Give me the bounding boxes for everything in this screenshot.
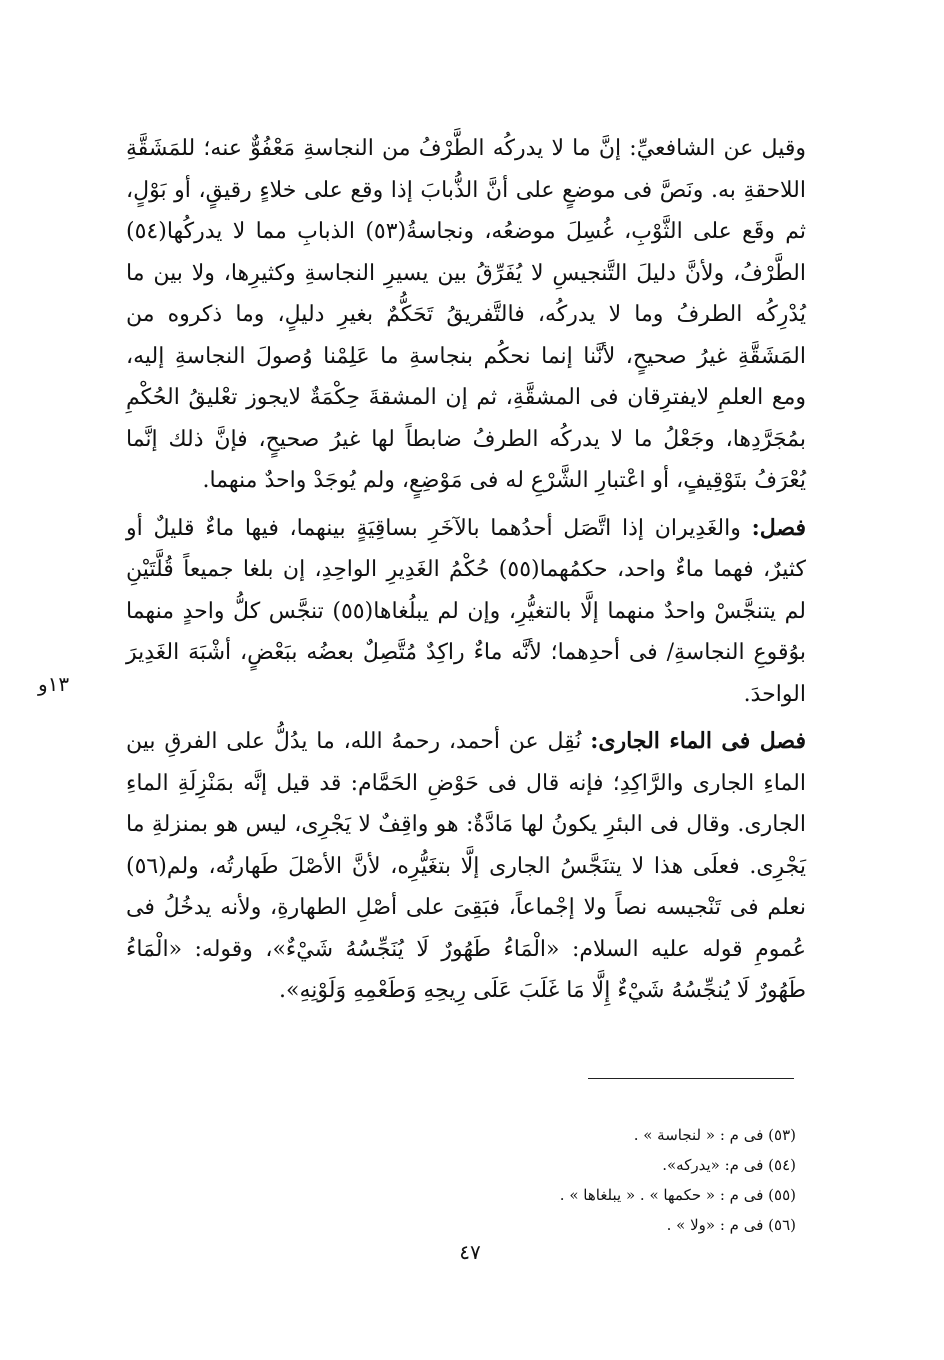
paragraph-1 (126, 128, 806, 502)
paragraph-1-text: وقيل عن الشافعيِّ: إنَّ ما لا يدركُه الطَّرْفُ من النجاسةِ مَعْفُوٌّ عنه؛ للمَشَقَّةِ اللاحقةِ به. ونَصَّ فى موضعٍ على أنَّ الذُّبابَ إذا وقع على خلاءٍ رقيقٍ، أو بَوْلٍ، ثم وقَع على الثَّوْبِ، غُسِلَ موضعُه، ونجاسةُ(٥٣) الذبابِ مما لا يدركُها(٥٤) الطَّرْفُ، ولأنَّ دليلَ التَّنجيسِ لا يُفَرِّقُ بين يسيرِ النجاسةِ وكثيرِها، ولا بين ما يُدْرِكُه الطرفُ وما لا يدركُه، فالتَّفريقُ تَحَكُّمٌ بغيرِ دليلٍ، وما ذكروه من المَشَقَّةِ غيرُ صحيحٍ، لأنَّنا إنما نحكُم بنجاسةِ ما عَلِمْنا وُصولَ النجاسةِ إليه، ومع العلمِ لايفترِقان فى المشقَّةِ، ثم إن المشقةَ حِكْمَةٌ لايجوز تعْليقُ الحُكْمِ بمُجَرَّدِها، وجَعْلُ ما لا يدركُه الطرفُ ضابطاً لها غيرُ صحيحٍ، فإنَّ ذلك إنَّما يُعْرَفُ بتَوْقِيفٍ، أو اعْتبارِ الشَّرْعِ له فى مَوْضِعٍ، ولم يُوجَدْ واحدٌ منهما. (126, 136, 807, 493)
page-number: ٤٧ (459, 1240, 481, 1264)
footnote-53: (٥٣) فى م : « لنجاسة » . (633, 1126, 796, 1144)
folio-margin-marker: ١٣و (38, 672, 70, 696)
footnote-56: (٥٦) فى م : «ولا » . (666, 1216, 796, 1234)
paragraph-2 (126, 508, 806, 716)
footnotes (376, 1120, 796, 1240)
paragraph-3-text: نُقِل عن أحمد، رحمهُ الله، ما يدُلُّ على الفرقِ بين الماءِ الجارى والرَّاكِدِ؛ فإنه قال فى حَوْضِ الحَمَّام: قد قيل إنَّه بمَنْزِلَةِ الماءِ الجارى. وقال فى البئرِ يكونُ لها مَادَّةٌ: هو واقِفٌ لا يَجْرِى، ليس هو بمنزلةِ ما يَجْرِى. فعلَى هذا لا يتنَجَّسُ الجارى إلَّا بتغَيُّرِه، لأنَّ الأصْلَ طَهارتُه، ولم(٥٦) نعلم فى تَنْجيسه نصاً ولا إجْماعاً، فبَقِىَ على أصْلِ الطهارةِ، ولأنه يدخُلُ فى عُمومِ قوله عليه السلام: «الْمَاءُ طَهُورٌ لَا يُنَجِّسُهُ شَيْءٌ»، وقوله: «الْمَاءُ طَهُورٌ لَا يُنجِّسُهُ شَيْءٌ إِلَّا مَا غَلَبَ عَلَى رِيحِهِ وَطَعْمِهِ وَلَوْنِهِ». (126, 729, 806, 1003)
footnote-54: (٥٤) فى م: «يدركه». (662, 1156, 796, 1174)
section-heading-fasl: فصل: (751, 514, 806, 541)
paragraph-2-text: والغَدِيران إذا اتَّصَل أحدُهما بالآخَرِ بساقِيَةٍ بينهما، فيها ماءٌ قليلٌ أو كثيرٌ، فهما ماءٌ واحد، حكمُهما(٥٥) حُكْمُ الغَدِيرِ الواحِدِ، إن بلغا جميعاً قُلَّتَيْنِ لم يتنجَّسْ واحدٌ منهما إلَّا بالتغيُّرِ، وإن لم يبلُغاها(٥٥) تنجَّس كلُّ واحدٍ منهما بوُقوعِ النجاسةِ/ فى أحدِهما؛ لأنَّه ماءٌ راكِدٌ مُتَّصِلٌ بعضُه ببَعْضٍ، أشْبَهَ الغَدِيرَ الواحدَ. (126, 515, 806, 707)
section-heading-running-water: فصل فى الماء الجارى: (590, 728, 806, 754)
paragraph-3 (126, 721, 806, 1012)
footnote-divider (588, 1078, 794, 1079)
main-text (126, 128, 806, 1012)
footnote-55: (٥٥) فى م : « حكمها » . « يبلغاها » . (559, 1186, 796, 1204)
